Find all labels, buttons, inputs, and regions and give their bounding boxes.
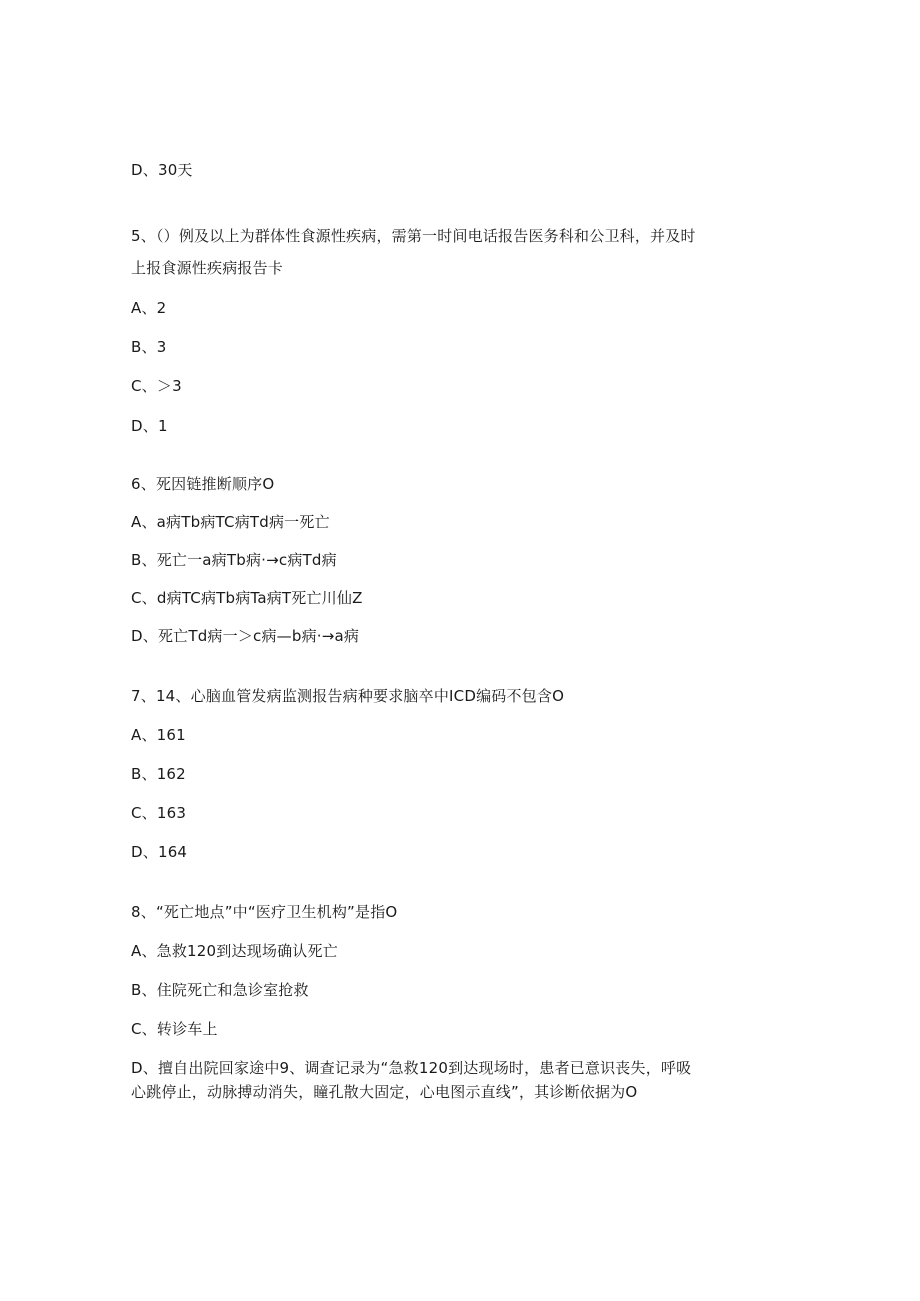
q7-stem: 7、14、心脑血管发病监测报告病种要求脑卒中ICD编码不包含O xyxy=(131,687,565,705)
q7-option-d: D、164 xyxy=(131,843,188,861)
q8-option-c: C、转诊车上 xyxy=(131,1020,218,1038)
q5-option-b: B、3 xyxy=(131,338,167,356)
q7-option-a: A、161 xyxy=(131,726,186,744)
q5-stem-line1: 5、（）例及以上为群体性食源性疾病，需第一时间电话报告医务科和公卫科，并及时 xyxy=(131,227,696,245)
q7-option-c: C、163 xyxy=(131,804,187,822)
q4-option-d: D、30天 xyxy=(131,161,193,179)
q9-stem-continuation: 心跳停止，动脉搏动消失，瞳孔散大固定，心电图示直线”，其诊断依据为O xyxy=(131,1083,638,1101)
q8-option-b: B、住院死亡和急诊室抢救 xyxy=(131,981,309,999)
q7-option-b: B、162 xyxy=(131,765,186,783)
q5-option-c: C、＞3 xyxy=(131,377,182,395)
q8-stem: 8、“死亡地点”中“医疗卫生机构”是指O xyxy=(131,903,398,921)
q6-option-a: A、a病Tb病TC病Td病一死亡 xyxy=(131,513,330,531)
q6-option-b: B、死亡一a病Tb病·→c病Td病 xyxy=(131,551,337,569)
q5-option-d: D、1 xyxy=(131,417,168,435)
q6-option-d: D、死亡Td病一＞c病—b病·→a病 xyxy=(131,627,360,645)
q8-option-a: A、急救120到达现场确认死亡 xyxy=(131,942,338,960)
q5-stem-line2: 上报食源性疾病报告卡 xyxy=(131,259,284,277)
q6-option-c: C、d病TC病Tb病Ta病T死亡川仙Z xyxy=(131,589,363,607)
q6-stem: 6、死因链推断顺序O xyxy=(131,475,275,493)
q8-option-d: D、擅自出院回家途中9、调查记录为“急救120到达现场时，患者已意识丧失，呼吸 xyxy=(131,1059,692,1077)
q5-option-a: A、2 xyxy=(131,299,167,317)
